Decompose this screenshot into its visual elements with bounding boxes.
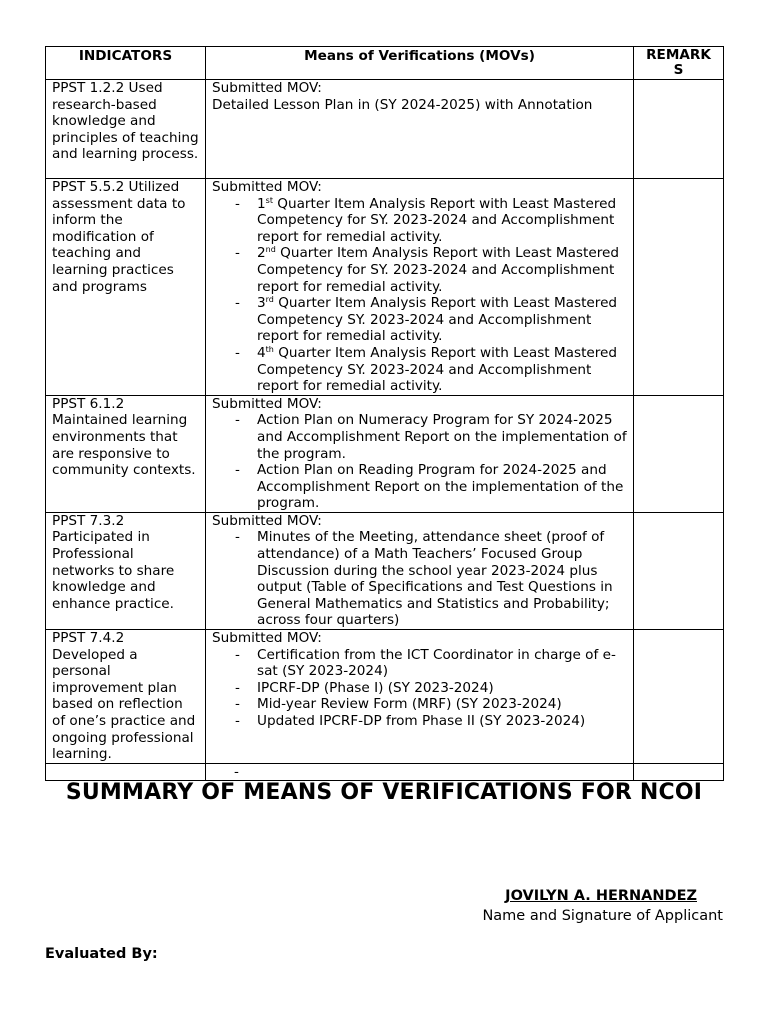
item-text: Quarter Item Analysis Report with Least Mastered Competency for SY. 2023-2024 and Accomplishment report for remedial activity.	[257, 245, 619, 295]
remarks-cell	[634, 763, 724, 781]
quarter-suffix: rd	[265, 295, 274, 305]
remarks-cell	[634, 512, 724, 629]
mov-list	[212, 647, 627, 730]
indicator-cell: PPST 1.2.2 Used research-based knowledge and principles of teaching and learning process.	[46, 80, 206, 179]
evaluated-by-label: Evaluated By:	[45, 946, 158, 962]
table-row	[46, 395, 724, 512]
quarter-number: 4	[257, 344, 266, 361]
applicant-signature-label: Name and Signature of Applicant	[482, 908, 723, 924]
table-row	[46, 80, 724, 179]
indicator-cell	[46, 763, 206, 781]
mov-label: Submitted MOV:	[212, 395, 322, 412]
list-item	[257, 295, 627, 345]
mov-cell	[206, 80, 634, 179]
header-movs: Means of Verifications (MOVs)	[206, 47, 634, 80]
quarter-number: 2	[257, 245, 266, 262]
mov-table	[45, 46, 724, 781]
list-item	[257, 245, 627, 295]
mov-cell	[206, 763, 634, 781]
table-row	[46, 512, 724, 629]
mov-label: Submitted MOV:	[212, 512, 322, 529]
mov-list	[212, 196, 627, 395]
list-item	[257, 345, 627, 395]
list-item: - Mid-year Review Form (MRF) (SY 2023-2024)	[257, 696, 627, 713]
table-row-empty	[46, 763, 724, 781]
item-text: Quarter Item Analysis Report with Least Mastered Competency SY. 2023-2024 and Accomplishment report for remedial activity.	[257, 344, 618, 395]
mov-label: Submitted MOV:	[212, 630, 322, 647]
mov-cell	[206, 630, 634, 764]
indicator-cell: PPST 6.1.2 Maintained learning environments that are responsive to community contexts.	[46, 395, 206, 512]
applicant-name: JOVILYN A. HERNANDEZ	[505, 888, 697, 904]
table-row	[46, 179, 724, 396]
mov-list	[212, 412, 627, 512]
page-title: SUMMARY OF MEANS OF VERIFICATIONS FOR NCOI	[65, 780, 703, 805]
mov-label: Submitted MOV:	[212, 80, 322, 96]
indicator-cell: PPST 7.3.2 Participated in Professional networks to share knowledge and enhance practice.	[46, 512, 206, 629]
item-text: Quarter Item Analysis Report with Least Mastered Competency SY. 2023-2024 and Accomplishment report for remedial activity.	[257, 295, 618, 345]
indicator-cell: PPST 7.4.2 Developed a personal improvement plan based on reflection of one’s practice and ongoing professional learning.	[46, 630, 206, 764]
list-item: - Updated IPCRF-DP from Phase II (SY 2023-2024)	[257, 713, 627, 730]
list-item	[257, 196, 627, 246]
indicator-cell: PPST 5.5.2 Utilized assessment data to inform the modification of teaching and learning practices and programs	[46, 179, 206, 396]
remarks-cell	[634, 630, 724, 764]
mov-line: Detailed Lesson Plan in (SY 2024-2025) with Annotation	[212, 96, 593, 113]
mov-cell	[206, 179, 634, 396]
mov-cell	[206, 512, 634, 629]
remarks-cell	[634, 395, 724, 512]
quarter-suffix: nd	[265, 245, 276, 255]
header-remarks: REMARK S	[634, 47, 724, 80]
table-row	[46, 630, 724, 764]
quarter-number: 3	[257, 295, 266, 312]
quarter-suffix: st	[265, 195, 273, 205]
mov-label: Submitted MOV:	[212, 179, 322, 195]
header-indicators: INDICATORS	[46, 47, 206, 80]
list-item: - Minutes of the Meeting, attendance sheet (proof of attendance) of a Math Teachers’ Focused Group Discussion during the school year 2023-2024 plus output (Table of Specifications and Test Questions in General Mathematics and Statistics and Probability; across four quarters)	[257, 529, 627, 629]
quarter-number: 1	[257, 195, 266, 212]
remarks-cell	[634, 80, 724, 179]
mov-cell	[206, 395, 634, 512]
mov-list	[212, 529, 627, 629]
remarks-cell	[634, 179, 724, 396]
list-item: - Action Plan on Reading Program for 2024-2025 and Accomplishment Report on the implementation of the program.	[257, 462, 627, 512]
list-item: - IPCRF-DP (Phase I) (SY 2023-2024)	[257, 680, 627, 697]
empty-row-dash: -	[234, 763, 239, 780]
table-header-row	[46, 47, 724, 80]
item-text: Quarter Item Analysis Report with Least Mastered Competency for SY. 2023-2024 and Accomplishment report for remedial activity.	[257, 195, 617, 245]
list-item: - Action Plan on Numeracy Program for SY 2024-2025 and Accomplishment Report on the implementation of the program.	[257, 412, 627, 462]
quarter-suffix: th	[265, 344, 274, 354]
list-item: - Certification from the ICT Coordinator in charge of e-sat (SY 2023-2024)	[257, 647, 627, 680]
